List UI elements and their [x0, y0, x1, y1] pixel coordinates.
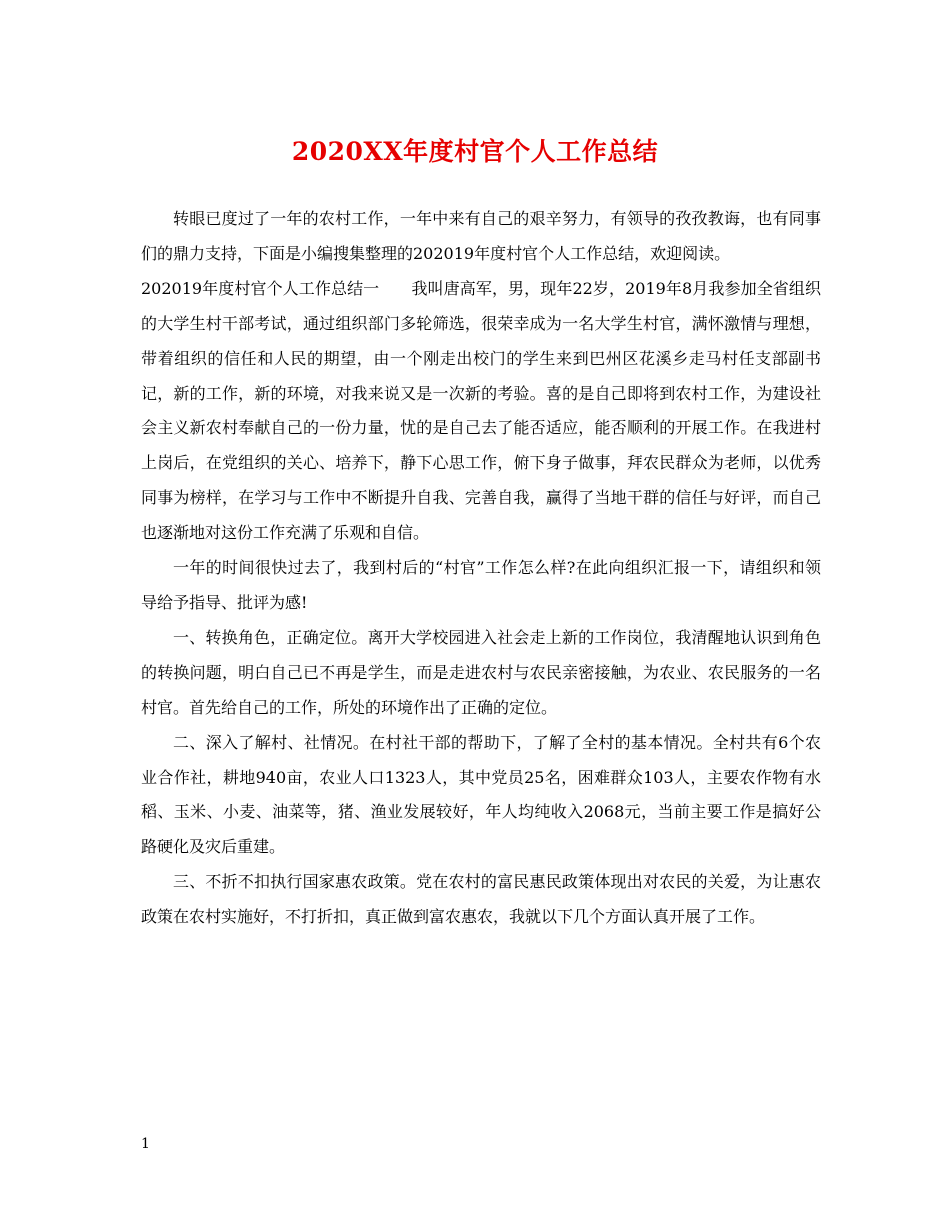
paragraph-report: 一年的时间很快过去了，我到村后的“村官”工作怎么样?在此向组织汇报一下，请组织和领导给予指导、批评为感!: [141, 558, 821, 612]
paragraph-section-three: 三、不折不扣执行国家惠农政策。党在农村的富民惠民政策体现出对农民的关爱，为让惠农政策在农村实施好，不打折扣，真正做到富农惠农，我就以下几个方面认真开展了工作。: [141, 872, 821, 927]
paragraph-section-two: 二、深入了解村、社情况。在村社干部的帮助下，了解了全村的基本情况。全村共有6个农业合作社，耕地940亩，农业人口1323人，其中党员25名，困难群众103人，主要农作物有水稻、玉米、小麦、油菜等，猪、渔业发展较好，年人均纯收入2068元，当前主要工作是搞好公路硬化及灾后重建。: [141, 732, 821, 857]
document-body: [141, 202, 821, 935]
document-title: 2020XX年度村官个人工作总结: [291, 137, 659, 166]
paragraph-summary-one: 202019年度村官个人工作总结一 我叫唐高军，男，现年22岁，2019年8月我参加全省组织的大学生村干部考试，通过组织部门多轮筛选，很荣幸成为一名大学生村官，满怀激情与理想，带着组织的信任和人民的期望，由一个刚走出校门的学生来到巴州区花溪乡走马村任支部副书记，新的工作，新的环境，对我来说又是一次新的考验。喜的是自己即将到农村工作，为建设社会主义新农村奉献自己的一份力量，忧的是自己去了能否适应，能否顺利的开展工作。在我进村上岗后，在党组织的关心、培养下，静下心思工作，俯下身子做事，拜农民群众为老师，以优秀同事为榜样，在学习与工作中不断提升自我、完善自我，赢得了当地干群的信任与好评，而自己也逐渐地对这份工作充满了乐观和自信。: [141, 278, 821, 543]
page-number: 1: [141, 1136, 150, 1152]
paragraph-intro: 转眼已度过了一年的农村工作，一年中来有自己的艰辛努力，有领导的孜孜教诲，也有同事们的鼎力支持，下面是小编搜集整理的202019年度村官个人工作总结，欢迎阅读。: [141, 209, 821, 263]
paragraph-section-one: 一、转换角色，正确定位。离开大学校园进入社会走上新的工作岗位，我清醒地认识到角色的转换问题，明白自己已不再是学生，而是走进农村与农民亲密接触，为农业、农民服务的一名村官。首先给自己的工作，所处的环境作出了正确的定位。: [141, 627, 821, 717]
